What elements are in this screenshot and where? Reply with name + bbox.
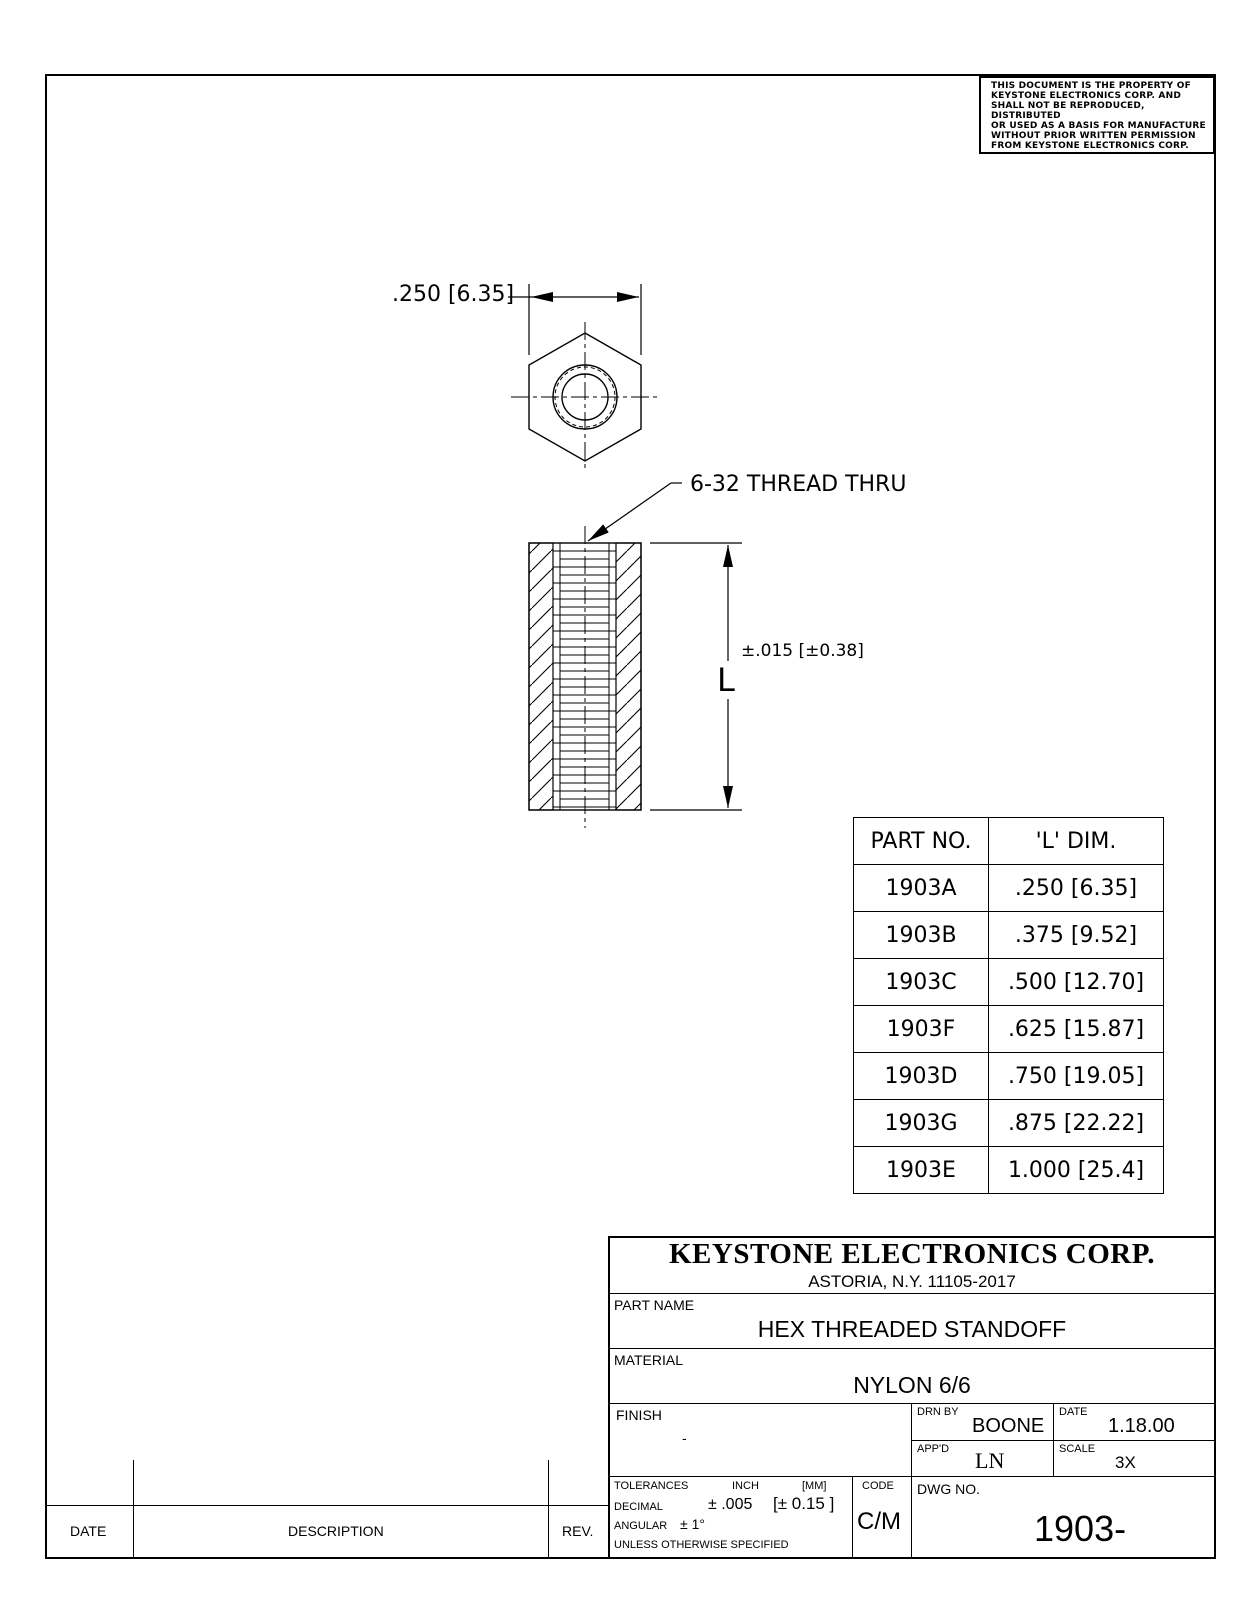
part-name-label: PART NAME [614,1297,695,1313]
l-dim-cell: .750 [19.05] [989,1053,1164,1100]
table-row [854,1053,1164,1100]
notice-line: KEYSTONE ELECTRONICS CORP. AND [991,91,1181,101]
revision-description-label: DESCRIPTION [288,1523,384,1539]
notice-line: THIS DOCUMENT IS THE PROPERTY OF [991,81,1191,91]
title-block-divider [911,1440,1216,1441]
date-value: 1.18.00 [1108,1415,1175,1437]
title-block-divider [1053,1403,1054,1476]
company-name: KEYSTONE ELECTRONICS CORP. [669,1238,1155,1270]
table-row [854,1100,1164,1147]
tolerances-label: TOLERANCES [614,1480,689,1492]
part-no-cell: 1903E [854,1147,989,1194]
part-no-cell: 1903B [854,912,989,959]
table-row [854,1147,1164,1194]
drawing-number-label: DWG NO. [917,1481,980,1497]
title-block-divider [608,1476,1216,1477]
drawing-number-value: 1903- [1034,1508,1127,1549]
part-no-cell: 1903G [854,1100,989,1147]
title-block-divider [608,1293,1216,1294]
approved-value: LN [975,1448,1005,1473]
table-row [854,1006,1164,1053]
width-dimension [508,284,641,355]
l-dim-cell: .250 [6.35] [989,865,1164,912]
inch-label: INCH [732,1480,759,1492]
length-tolerance-label: ±.015 [±0.38] [741,641,864,661]
decimal-tolerance-mm: [± 0.15 ] [773,1494,835,1513]
title-block-divider [608,1348,1216,1349]
table-row [854,912,1164,959]
notice-line: OR USED AS A BASIS FOR MANUFACTURE [991,121,1206,131]
l-dim-cell: .500 [12.70] [989,959,1164,1006]
decimal-label: DECIMAL [614,1501,663,1513]
part-no-cell: 1903C [854,959,989,1006]
code-value: C/M [857,1508,901,1535]
drawn-by-label: DRN BY [917,1406,959,1418]
title-block-divider [608,1403,1216,1404]
drawn-by-value: BOONE [972,1415,1045,1437]
table-row [854,959,1164,1006]
company-address: ASTORIA, N.Y. 11105-2017 [808,1272,1016,1291]
title-block-divider [852,1476,853,1559]
table-header-row [854,818,1164,865]
notice-line: SHALL NOT BE REPRODUCED, DISTRIBUTED [991,101,1145,121]
table-row [854,865,1164,912]
angular-tolerance: ± 1° [680,1516,705,1532]
scale-value: 3X [1115,1453,1136,1472]
mm-label: [MM] [802,1480,827,1492]
width-dimension-label: .250 [6.35] [392,282,515,307]
side-section-view [529,526,641,828]
decimal-tolerance-inch: ± .005 [708,1496,753,1513]
part-name-value: HEX THREADED STANDOFF [757,1316,1067,1342]
notice-line: FROM KEYSTONE ELECTRONICS CORP. [991,141,1189,151]
code-label: CODE [862,1480,894,1492]
length-symbol-label: L [717,661,735,699]
angular-label: ANGULAR [614,1520,668,1532]
hex-top-view [511,322,659,472]
title-block-divider [911,1403,912,1559]
revision-date-label: DATE [70,1523,107,1539]
finish-label: FINISH [616,1407,662,1423]
part-no-cell: 1903D [854,1053,989,1100]
part-no-cell: 1903F [854,1006,989,1053]
l-dim-cell: .375 [9.52] [989,912,1164,959]
part-no-cell: 1903A [854,865,989,912]
thread-callout-label: 6-32 THREAD THRU [690,472,907,497]
unless-specified-label: UNLESS OTHERWISE SPECIFIED [614,1539,789,1551]
l-dim-cell: .875 [22.22] [989,1100,1164,1147]
thread-leader [588,483,682,541]
notice-line: WITHOUT PRIOR WRITTEN PERMISSION [991,131,1196,141]
approved-label: APP'D [917,1443,950,1455]
column-header-l-dim: 'L' DIM. [989,818,1164,865]
scale-label: SCALE [1059,1443,1096,1455]
revision-block-divider [548,1460,549,1559]
date-label: DATE [1059,1406,1088,1418]
material-value: NYLON 6/6 [853,1372,971,1398]
revision-block-divider [133,1460,134,1559]
revision-block-divider [45,1505,608,1506]
revision-rev-label: REV. [562,1523,594,1539]
finish-value: - [682,1430,687,1446]
l-dim-cell: 1.000 [25.4] [989,1147,1164,1194]
part-number-table [853,817,1164,1194]
column-header-part-no: PART NO. [854,818,989,865]
material-label: MATERIAL [614,1352,683,1368]
l-dim-cell: .625 [15.87] [989,1006,1164,1053]
